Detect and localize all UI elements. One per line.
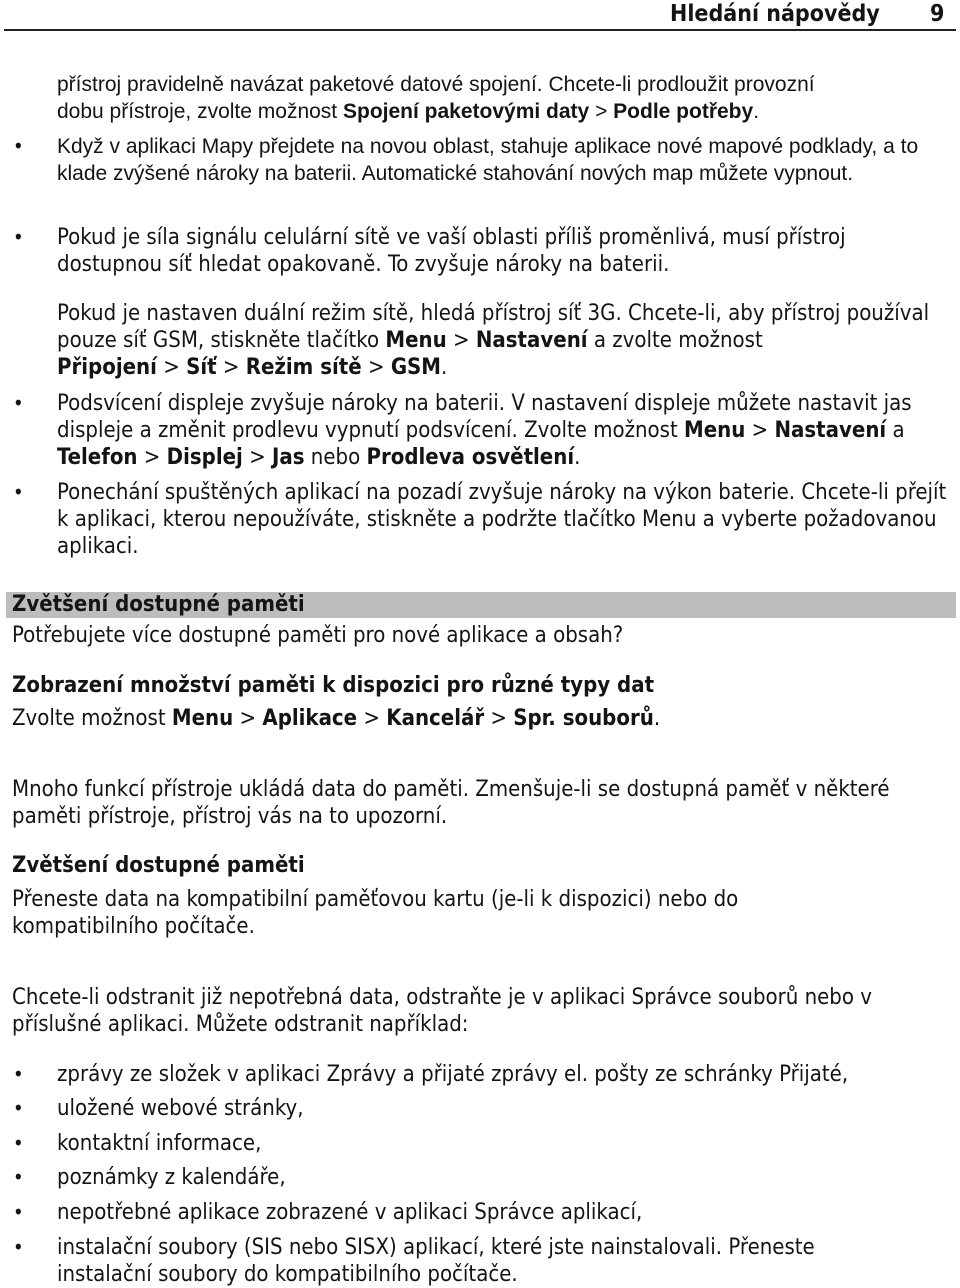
menu-path-item: Telefon: [57, 445, 138, 470]
text: a zvolte možnost: [587, 328, 763, 353]
menu-path-item: Menu: [171, 706, 234, 731]
paragraph-line: přístroj pravidelně navázat paketové datové spojení. Chcete-li prodloužit provozní: [57, 73, 815, 96]
running-header-title: Hledání nápovědy: [670, 1, 880, 27]
list-item: instalační soubory (SIS nebo SISX) aplikací, které jste nainstalovali. Přeneste instalační soubory do kompatibilního počítače.: [57, 1235, 815, 1287]
menu-path-item: Jas: [271, 445, 305, 470]
paragraph-memory-usage: Mnoho funkcí přístroje ukládá data do paměti. Zmenšuje-li se dostupná paměť v některé paměti přístroje, přístroj vás na to upozorní.: [12, 777, 890, 829]
menu-path-item: Síť: [186, 355, 217, 380]
menu-path-item: Podle potřeby: [613, 100, 754, 123]
section-title: Zvětšení dostupné paměti: [12, 592, 305, 617]
path-separator: >: [484, 706, 514, 731]
paragraph-transfer: Přeneste data na kompatibilní paměťovou kartu (je-li k dispozici) nebo do kompatibilního počítače.: [12, 887, 739, 939]
menu-path-item: GSM: [390, 355, 442, 380]
menu-path-item: Nastavení: [774, 418, 887, 443]
bullet-marker: •: [13, 1096, 24, 1120]
menu-path-item: Kancelář: [386, 706, 485, 731]
paragraph-dual-mode: [57, 300, 937, 381]
menu-path-item: Menu: [684, 418, 746, 443]
list-item: uložené webové stránky,: [57, 1096, 304, 1121]
bullet-text-maps: Když v aplikaci Mapy přejdete na novou oblast, stahuje aplikace nové mapové podklady, a to klade zvýšené nároky na baterii. Automatické stahování nových map můžete vypnout.: [57, 135, 919, 185]
question-text: Potřebujete více dostupné paměti pro nové aplikace a obsah?: [12, 623, 624, 648]
paragraph-continued: [57, 71, 947, 125]
bullet-text-signal: Pokud je síla signálu celulární sítě ve vaší oblasti příliš proměnlivá, musí přístroj dostupnou síť hledat opakovaně. To zvyšuje nároky na baterii.: [57, 225, 846, 277]
text: .: [574, 445, 581, 470]
path-separator: >: [589, 100, 614, 123]
list-item: nepotřebné aplikace zobrazené v aplikaci Správce aplikací,: [57, 1200, 643, 1225]
path-separator: >: [745, 418, 775, 443]
list-item: kontaktní informace,: [57, 1131, 262, 1156]
menu-path-item: Režim sítě: [245, 355, 362, 380]
path-separator: >: [361, 355, 391, 380]
menu-path-item: Aplikace: [262, 706, 358, 731]
text: a: [886, 418, 905, 443]
path-separator: >: [233, 706, 263, 731]
bullet-text-apps: Ponechání spuštěných aplikací na pozadí zvyšuje nároky na výkon baterie. Chcete-li přejít k aplikaci, kterou nepoužíváte, stiskněte a podržte tlačítko Menu a vyberte požadovanou aplikaci.: [57, 480, 947, 559]
subheading-view-memory: Zobrazení množství paměti k dispozici pro různé typy dat: [12, 673, 655, 698]
path-separator: >: [357, 706, 387, 731]
path-separator: >: [446, 328, 476, 353]
list-item: poznámky z kalendáře,: [57, 1165, 286, 1190]
text: Pokud je nastaven duální režim sítě, hledá přístroj síť 3G. Chcete-li, aby přístroj používal pouze síť GSM, stiskněte tlačítko: [57, 301, 930, 353]
text: .: [653, 706, 661, 731]
path-separator: >: [137, 445, 167, 470]
menu-path-item: Prodleva osvětlení: [366, 445, 575, 470]
menu-path-item: Nastavení: [475, 328, 588, 353]
bullet-marker: •: [13, 480, 24, 504]
text: nebo: [304, 445, 367, 470]
path-separator: >: [242, 445, 272, 470]
menu-path-view-memory: [12, 705, 952, 732]
bullet-marker: •: [13, 1062, 24, 1086]
text: dobu přístroje, zvolte možnost: [57, 100, 343, 123]
bullet-marker: •: [13, 1200, 24, 1224]
bullet-marker: •: [13, 134, 24, 158]
text: .: [441, 355, 448, 380]
menu-path-item: Displej: [166, 445, 243, 470]
list-item: zprávy ze složek v aplikaci Zprávy a přijaté zprávy el. pošty ze schránky Přijaté,: [57, 1062, 849, 1087]
text: Podsvícení displeje zvyšuje nároky na baterii. V nastavení displeje můžete nastavit jas displeje a změnit prodlevu vypnutí podsvícení. Zvolte možnost: [57, 391, 912, 443]
page-number: 9: [930, 1, 945, 27]
menu-path-item: Spojení paketovými daty: [342, 100, 590, 123]
bullet-marker: •: [13, 225, 24, 249]
path-separator: >: [216, 355, 246, 380]
menu-path-item: Menu: [385, 328, 447, 353]
bullet-marker: •: [13, 1165, 24, 1189]
paragraph-line: [57, 98, 947, 125]
bullet-marker: •: [13, 1235, 24, 1259]
header-rule: [4, 29, 956, 31]
text: .: [753, 100, 760, 123]
path-separator: >: [156, 355, 187, 380]
bullet-marker: •: [13, 1131, 24, 1155]
bullet-marker: •: [13, 391, 24, 415]
subheading-increase-memory: Zvětšení dostupné paměti: [12, 853, 305, 878]
bullet-text-display: [57, 390, 947, 471]
menu-path-item: Připojení: [57, 355, 157, 380]
text: Zvolte možnost: [12, 706, 172, 731]
menu-path-item: Spr. souborů: [513, 706, 654, 731]
paragraph-remove: Chcete-li odstranit již nepotřebná data, odstraňte je v aplikaci Správce souborů nebo v příslušné aplikaci. Můžete odstranit například:: [12, 985, 872, 1037]
